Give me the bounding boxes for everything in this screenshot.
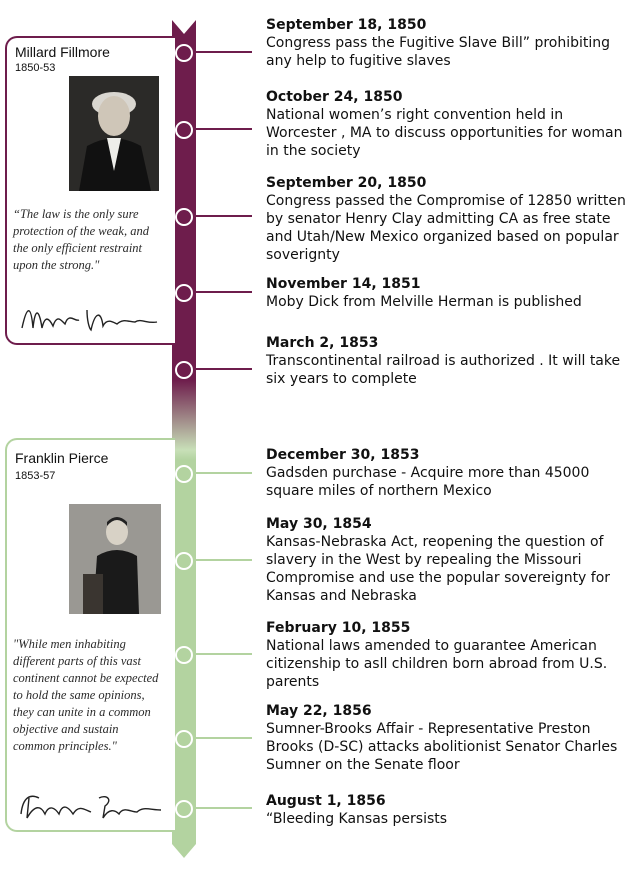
event-date: September 18, 1850: [266, 17, 427, 33]
timeline-connector: [194, 737, 252, 739]
timeline-event: [266, 447, 626, 500]
event-date: December 30, 1853: [266, 447, 420, 463]
timeline-node: [175, 284, 193, 302]
event-description: Sumner-Brooks Affair - Representative Preston Brooks (D-SC) attacks abolitionist Senator Charles Sumner on the Senate floor: [266, 721, 618, 773]
timeline-node: [175, 465, 193, 483]
event-date: November 14, 1851: [266, 276, 421, 292]
president-quote: “The law is the only sure protection of the weak, and the only efficient restraint upon the strong.": [13, 207, 149, 272]
event-description: Transcontinental railroad is authorized . It will take six years to complete: [266, 353, 621, 387]
event-date: March 2, 1853: [266, 335, 379, 351]
event-date: September 20, 1850: [266, 175, 427, 191]
event-date: May 30, 1854: [266, 516, 372, 532]
signature-fillmore: [17, 300, 167, 336]
event-description: National laws amended to guarantee American citizenship to asll children born abroad from U.S. parents: [266, 638, 608, 690]
portrait-fillmore: [69, 76, 159, 191]
event-description: National women’s right convention held in Worcester , MA to discuss opportunities for woman in the society: [266, 107, 623, 159]
timeline-connector: [194, 368, 252, 370]
timeline-node: [175, 361, 193, 379]
timeline-event: [266, 89, 626, 160]
event-date: February 10, 1855: [266, 620, 411, 636]
timeline-node: [175, 730, 193, 748]
event-description: Congress pass the Fugitive Slave Bill” prohibiting any help to fugitive slaves: [266, 35, 611, 69]
president-name: Millard Fillmore: [15, 44, 110, 60]
event-description: “Bleeding Kansas persists: [266, 811, 448, 827]
timeline-event: [266, 793, 626, 828]
president-term: 1850-53: [15, 62, 56, 74]
timeline-connector: [194, 807, 252, 809]
timeline-connector: [194, 653, 252, 655]
event-description: Congress passed the Compromise of 12850 written by senator Henry Clay admitting CA as free state and Utah/New Mexico organized based on popular soverignty: [266, 193, 626, 263]
timeline-node: [175, 208, 193, 226]
timeline-node: [175, 121, 193, 139]
portrait-pierce: [69, 504, 161, 614]
event-description: Kansas-Nebraska Act, reopening the question of slavery in the West by repealing the Missouri Compromise and use the popular sovereignty for Kansas and Nebraska: [266, 534, 611, 604]
timeline-connector: [194, 215, 252, 217]
timeline-node: [175, 44, 193, 62]
event-date: August 1, 1856: [266, 793, 386, 809]
timeline-event: [266, 175, 626, 264]
timeline-event: [266, 703, 626, 774]
event-description: Gadsden purchase - Acquire more than 45000 square miles of northern Mexico: [266, 465, 590, 499]
timeline-event: [266, 17, 626, 70]
event-date: October 24, 1850: [266, 89, 403, 105]
timeline-event: [266, 276, 626, 311]
president-term: 1853-57: [15, 470, 56, 482]
president-quote: "While men inhabiting different parts of this vast continent cannot be expected to hold the same opinions, they can unite in a common objective and sustain common principles.": [13, 637, 159, 753]
timeline-node: [175, 646, 193, 664]
president-name: Franklin Pierce: [15, 450, 109, 466]
timeline-node: [175, 800, 193, 818]
signature-pierce: [15, 790, 167, 824]
timeline-connector: [194, 51, 252, 53]
timeline-event: [266, 516, 626, 605]
president-panel-pierce: [5, 438, 175, 832]
timeline-event: [266, 620, 626, 691]
timeline-connector: [194, 291, 252, 293]
timeline-event: [266, 335, 626, 388]
president-panel-fillmore: [5, 36, 175, 345]
event-description: Moby Dick from Melville Herman is published: [266, 294, 582, 310]
timeline-node: [175, 552, 193, 570]
timeline-connector: [194, 559, 252, 561]
event-date: May 22, 1856: [266, 703, 372, 719]
timeline-connector: [194, 472, 252, 474]
timeline-connector: [194, 128, 252, 130]
